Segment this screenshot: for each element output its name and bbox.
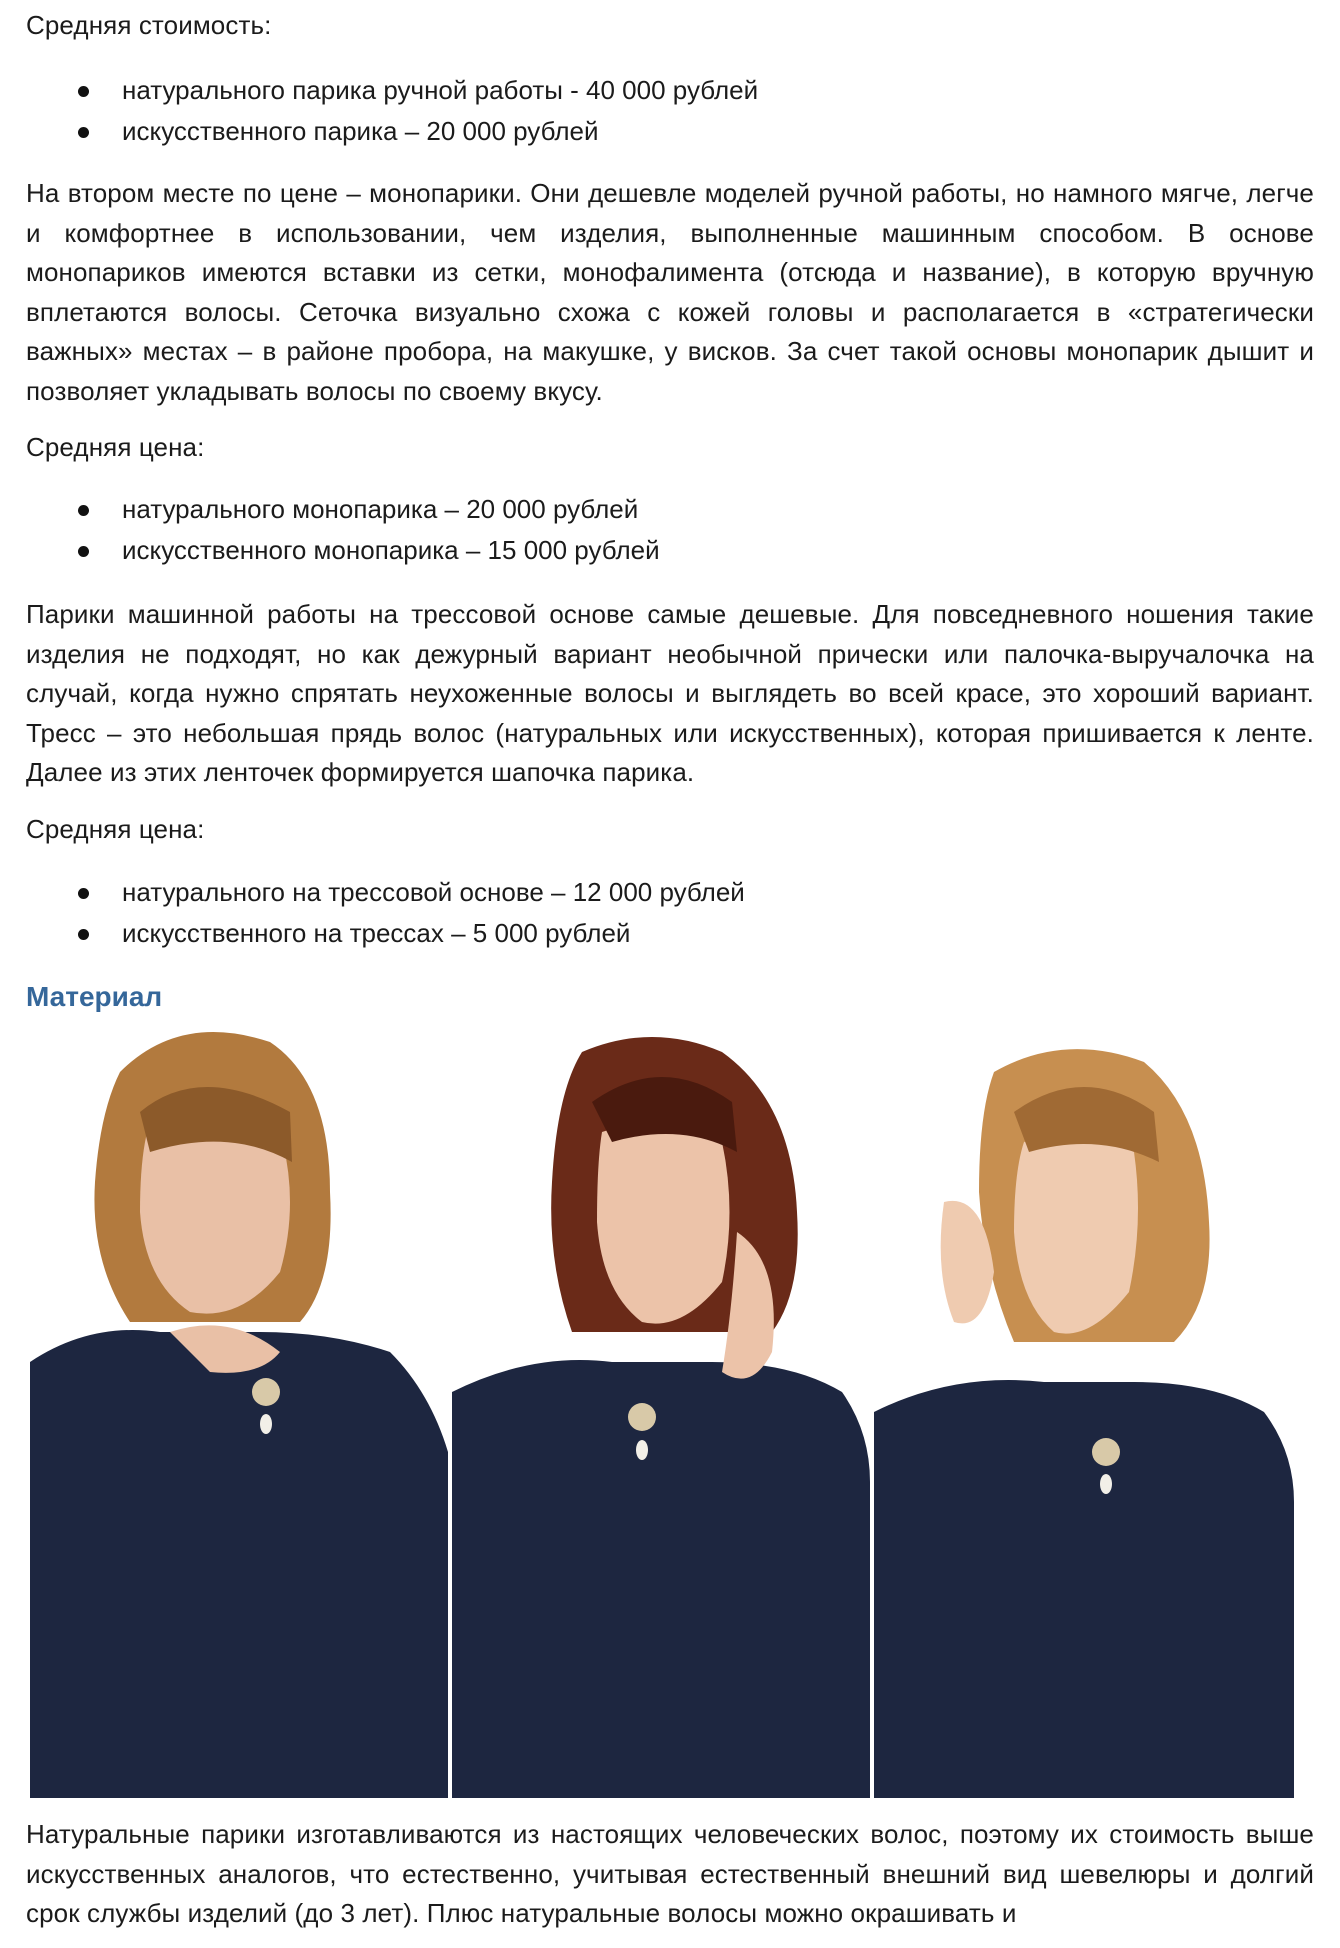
wig-photo-3 [874, 1032, 1294, 1798]
section-heading-material: Материал [26, 981, 163, 1012]
bullet-icon [78, 888, 89, 899]
paragraph-tress: Парики машинной работы на трессовой основе самые дешевые. Для повседневного ношения такие изделия не подходят, но как дежурный вариант необычной прически или палочка-выручалочка на случай, когда нужно спрятать неухоженные волосы и выглядеть во всей красе, это хороший вариант. Тресс – это небольшая прядь волос (натуральных или искусственных), которая пришивается к ленте. Далее из этих ленточек формируется шапочка парика. [26, 599, 1314, 787]
bullet-icon [78, 86, 89, 97]
bullet-icon [78, 127, 89, 138]
paragraph-natural-wigs: Натуральные парики изготавливаются из настоящих человеческих волос, поэтому их стоимость выше искусственных аналогов, что естественно, учитывая естественный внешний вид шевелюры и долгий срок службы изделий (до 3 лет). Плюс натуральные волосы можно окрашивать и [26, 1819, 1314, 1928]
cost-list-1 [26, 70, 1314, 152]
cost-list-2 [26, 489, 1314, 571]
avg-cost-label: Средняя стоимость: [26, 10, 272, 40]
list-item: искусственного парика – 20 000 рублей [26, 111, 1314, 152]
list-item: искусственного монопарика – 15 000 рублей [26, 530, 1314, 571]
wig-photo-1 [30, 1032, 448, 1798]
bullet-icon [78, 929, 89, 940]
avg-price-label-2: Средняя цена: [26, 814, 205, 844]
wig-photo-row [30, 1032, 1294, 1798]
paragraph-monowigs: На втором месте по цене – монопарики. Они дешевле моделей ручной работы, но намного мягче, легче и комфортнее в использовании, чем изделия, выполненные машинным способом. В основе монопариков имеются вставки из сетки, монофалимента (отсюда и название), в которую вручную вплетаются волосы. Сеточка визуально схожа с кожей головы и располагается в «стратегически важных» местах – в районе пробора, на макушке, у висков. За счет такой основы монопарик дышит и позволяет укладывать волосы по своему вкусу. [26, 178, 1314, 406]
list-item: натурального парика ручной работы - 40 000 рублей [26, 70, 1314, 111]
avg-price-label-1: Средняя цена: [26, 432, 205, 462]
bullet-icon [78, 505, 89, 516]
list-item: натурального монопарика – 20 000 рублей [26, 489, 1314, 530]
bullet-icon [78, 546, 89, 557]
wig-photo-2 [452, 1032, 870, 1798]
list-item: искусственного на трессах – 5 000 рублей [26, 913, 1314, 954]
list-item: натурального на трессовой основе – 12 000 рублей [26, 872, 1314, 913]
cost-list-3 [26, 872, 1314, 954]
